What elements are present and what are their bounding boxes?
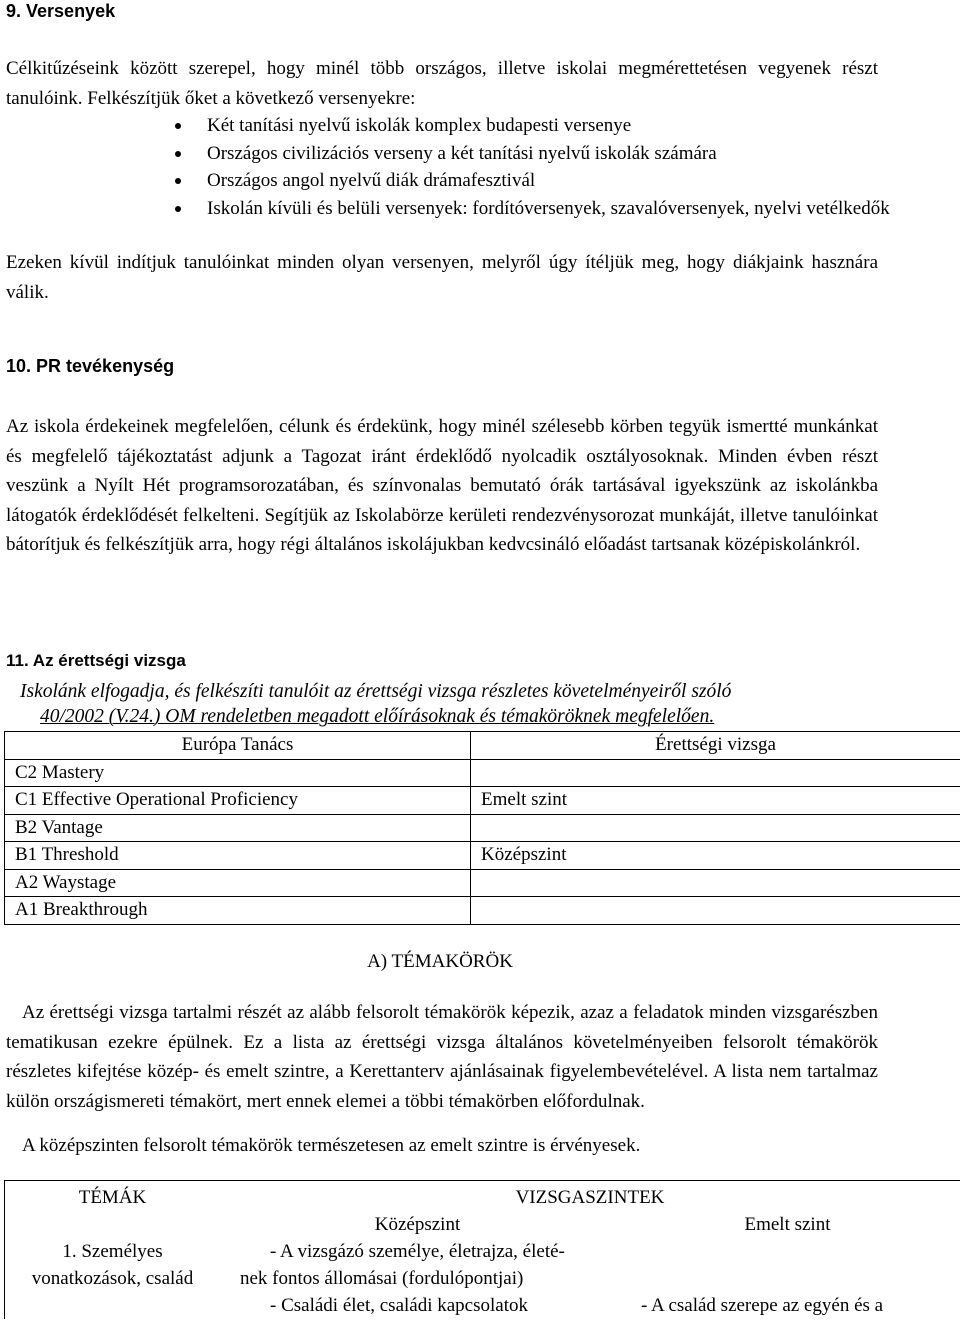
temakorok-title: A) TÉMAKÖRÖK xyxy=(367,951,513,972)
list-item: Országos civilizációs verseny a két tanítási nyelvű iskolák számára xyxy=(175,140,895,168)
topic-line: 1. Személyes xyxy=(62,1241,163,1262)
kozep-line: nek fontos állomásai (fordulópontjai) xyxy=(240,1268,524,1289)
emelt-cell xyxy=(615,1238,960,1319)
table-header-row xyxy=(5,732,960,760)
table-row xyxy=(5,1238,960,1319)
table-header-row xyxy=(5,1181,960,1212)
table-row xyxy=(5,869,960,897)
kozep-line: - Családi élet, családi kapcsolatok xyxy=(270,1295,528,1316)
topic-line: vonatkozások, család xyxy=(31,1268,194,1289)
table-row xyxy=(5,787,960,815)
subheader-emelt-szint: Emelt szint xyxy=(615,1211,960,1238)
exam-cell: Középszint xyxy=(471,842,960,870)
table-row xyxy=(5,759,960,787)
exam-cell xyxy=(471,814,960,842)
italic-line-1: Iskolánk elfogadja, és felkészíti tanulóit az érettségi vizsga részletes követelményeiről szóló xyxy=(20,681,732,702)
temakorok-paragraph-2: A középszinten felsorolt témakörök természetesen az emelt szintre is érvényesek. xyxy=(22,1135,641,1156)
emelt-line: - A család szerepe az egyén és a xyxy=(641,1295,884,1316)
table-row xyxy=(5,814,960,842)
section-10-heading: 10. PR tevékenység xyxy=(6,356,175,376)
list-item: Két tanítási nyelvű iskolák komplex budapesti versenye xyxy=(175,112,895,140)
exam-cell: Emelt szint xyxy=(471,787,960,815)
section-9-heading: 9. Versenyek xyxy=(6,1,116,21)
list-item: Országos angol nyelvű diák drámafesztivál xyxy=(175,167,895,195)
level-mapping-table xyxy=(4,731,960,925)
section-9-intro: Célkitűzéseink között szerepel, hogy minél több országos, illetve iskolai megmérettetésen vegyenek részt tanulóink. Felkészítjük őket a következő versenyekre: xyxy=(6,58,878,109)
header-temak: TÉMÁK xyxy=(5,1181,221,1212)
table-row xyxy=(5,842,960,870)
table-row xyxy=(5,897,960,925)
subheader-kozepszint: Középszint xyxy=(374,1214,461,1235)
header-erettsegi-vizsga: Érettségi vizsga xyxy=(471,732,960,760)
section-9-outro: Ezeken kívül indítjuk tanulóinkat minden olyan versenyen, melyről úgy ítéljük meg, hogy diákjaink hasznára válik. xyxy=(6,252,878,303)
section-11-heading: 11. Az érettségi vizsga xyxy=(6,651,186,670)
kozep-line: - A vizsgázó személye, életrajza, életé- xyxy=(270,1241,565,1262)
kozep-cell xyxy=(220,1238,615,1319)
topic-cell xyxy=(5,1238,221,1319)
competition-list xyxy=(175,112,895,222)
level-cell: A1 Breakthrough xyxy=(5,897,471,925)
temakorok-paragraph-1: Az érettségi vizsga tartalmi részét az alább felsorolt témakörök képezik, azaz a feladatok minden vizsgarészben tematikusan ezekre épülnek. Ez a lista az érettségi vizsga általános követelményeiben felsorolt témakörök részletes kifejtése közép- és emelt szintre, a Kerettanterv ajánlásainak figyelembevételével. A lista nem tartalmaz külön országismereti témakört, mert ennek elemei a többi témakörben előfordulnak. xyxy=(6,1002,878,1112)
section-10-body: Az iskola érdekeinek megfelelően, célunk és érdekünk, hogy minél szélesebb körben tegyük ismertté munkánkat és megfelelő tájékoztatást adjunk a Tagozat iránt érdeklődő nyolcadik osztályosoknak. Minden évben részt veszünk a Nyílt Hét programsorozatában, és színvonalas bemutató órák tartásával igyekszünk az iskolánkba látogatók érdeklődését felkelteni. Segítjük az Iskolabörze kerületi rendezvénysorozat munkáját, illetve tanulóinkat bátorítjuk és felkészítjük arra, hogy régi általános iskolájukban kedvcsináló előadást tartsanak középiskolánkról. xyxy=(6,416,878,555)
list-item: Iskolán kívüli és belüli versenyek: fordítóversenyek, szavalóversenyek, nyelvi vetélkedők xyxy=(175,195,895,223)
topics-table xyxy=(4,1180,960,1319)
table-subheader-row xyxy=(5,1211,960,1238)
exam-cell xyxy=(471,897,960,925)
italic-line-2: 40/2002 (V.24.) OM rendeletben megadott előírásoknak és témaköröknek megfelelően. xyxy=(40,706,715,727)
level-cell: C1 Effective Operational Proficiency xyxy=(5,787,471,815)
level-cell: A2 Waystage xyxy=(5,869,471,897)
section-11-italic-intro xyxy=(20,679,880,729)
level-cell: B2 Vantage xyxy=(5,814,471,842)
level-cell: B1 Threshold xyxy=(5,842,471,870)
exam-cell xyxy=(471,869,960,897)
level-cell: C2 Mastery xyxy=(5,759,471,787)
header-europa-tanacs: Európa Tanács xyxy=(5,732,471,760)
header-vizsgaszintek: VIZSGASZINTEK xyxy=(220,1181,960,1212)
exam-cell xyxy=(471,759,960,787)
